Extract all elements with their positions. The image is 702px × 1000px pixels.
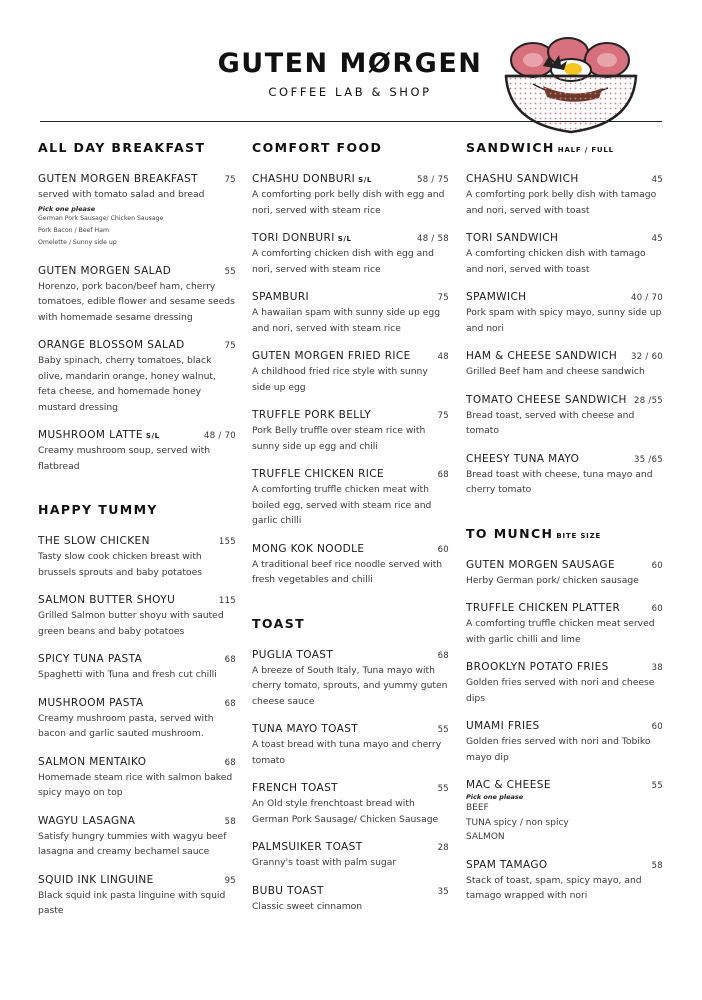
item-description: Pork Belly truffle over steam rice with sunny side up egg and chili: [252, 425, 426, 452]
section-subtitle: HALF / FULL: [557, 146, 614, 154]
item-description: Baby spinach, cherry tomatoes, black olive, mandarin orange, honey walnut, feta cheese, and homemade honey mustard dressing: [38, 355, 216, 413]
menu-item: [466, 661, 663, 706]
item-description: A toast bread with tuna mayo and cherry tomato: [252, 739, 442, 766]
item-description: Creamy mushroom soup, served with flatbread: [38, 445, 211, 472]
item-name: BROOKLYN POTATO FRIES: [466, 661, 609, 673]
item-description: Grilled Salmon butter shoyu with sauted green beans and baby potatoes: [38, 610, 224, 637]
item-description: Classic sweet cinnamon: [252, 900, 363, 912]
item-price: 60: [437, 544, 449, 555]
item-name: TOMATO CHEESE SANDWICH: [466, 393, 627, 406]
item-price: 155: [218, 537, 236, 547]
menu-header: [0, 0, 702, 125]
item-description: Pork spam with spicy mayo, sunny side up and nori: [466, 307, 662, 334]
item-price: 28 /55: [634, 395, 663, 406]
brand: [200, 48, 500, 99]
item-description: Granny's toast with palm sugar: [252, 857, 397, 868]
item-description: A comforting pork belly dish with tamago and nori, served with toast: [466, 189, 657, 216]
section-sandwich: [466, 140, 663, 498]
item-description: A comforting truffle chicken meat served with garlic chilli and lime: [466, 618, 655, 645]
item-name: GUTEN MORGEN FRIED RICE: [252, 350, 411, 362]
item-name: SPAMBURI: [252, 291, 310, 303]
item-price: 48: [437, 352, 449, 362]
item-price: 55: [437, 784, 449, 794]
menu-column-1: [38, 138, 236, 919]
item-price: 35: [437, 886, 449, 897]
item-name: GUTEN MORGEN SALAD: [38, 264, 172, 277]
item-name: MUSHROOM LATTE S/L: [38, 429, 160, 441]
pick-note: Pick one please: [38, 204, 96, 213]
item-name: UMAMI FRIES: [466, 720, 540, 732]
item-description: Spaghetti with Tuna and fresh cut chilli: [38, 669, 217, 680]
menu-item: [38, 653, 236, 683]
brand-subtitle: COFFEE LAB & SHOP: [268, 85, 432, 99]
item-description: Golden fries served with nori and Tobiko mayo dip: [466, 736, 651, 763]
item-name: SQUID INK LINGUINE: [38, 873, 154, 886]
section-title: HAPPY TUMMY: [38, 502, 158, 517]
item-name: MUSHROOM PASTA: [38, 696, 144, 709]
item-description: A hawaiian spam with sunny side up egg and nori, served with steam rice: [252, 307, 441, 334]
menu-item: [38, 594, 236, 639]
item-name: CHASHU SANDWICH: [466, 173, 579, 185]
section-happy-tummy: [38, 502, 236, 919]
item-name: TORI SANDWICH: [466, 232, 559, 244]
item-price: 48 / 58: [417, 234, 449, 244]
menu-item: [466, 350, 663, 380]
item-name: TUNA MAYO TOAST: [252, 723, 359, 735]
item-name: SPAMWICH: [466, 291, 527, 303]
section-toast: [252, 616, 449, 915]
menu-item: [38, 339, 236, 415]
menu-item: [466, 232, 663, 277]
menu-item: [466, 859, 663, 904]
menu-item: [252, 409, 449, 454]
item-name: TORI DONBURI S/L: [252, 232, 352, 244]
item-description: A traditional beef rice noodle served with fresh vegetables and chilli: [252, 558, 443, 585]
item-price: 75: [437, 293, 449, 303]
item-price: 75: [437, 411, 449, 421]
item-name: MAC & CHEESE: [466, 779, 551, 791]
item-description: Satisfy hungry tummies with wagyu beef lasagna and creamy bechamel sauce: [38, 830, 227, 857]
item-description: Homemade steam rice with salmon baked spicy mayo on top: [38, 771, 233, 798]
item-price: 58 / 75: [417, 175, 449, 185]
section-all-day-breakfast: [38, 140, 236, 474]
menu-item: [466, 453, 663, 498]
item-name: FRENCH TOAST: [252, 782, 338, 794]
item-price: 68: [224, 757, 236, 768]
item-name: PALMSUIKER TOAST: [252, 841, 363, 853]
item-price: 58: [224, 816, 236, 827]
option: BEEF: [466, 803, 489, 813]
menu-item: [252, 885, 449, 915]
header-divider: [40, 121, 662, 122]
item-description: A breeze of South Italy, Tuna mayo with cherry tomato, sprouts, and yummy guten cheese sauce: [252, 664, 448, 707]
option: TUNA spicy / non spicy: [466, 817, 569, 828]
option: Omelette / Sunny side up: [38, 238, 117, 246]
item-price: 32 / 60: [631, 352, 663, 362]
menu-item: [38, 429, 236, 474]
menu-item: [38, 535, 236, 580]
menu-item: [466, 291, 663, 336]
item-description: Horenzo, pork bacon/beef ham, cherry tomatoes, edible flower and sesame seeds with homemade sesame dressing: [38, 280, 235, 323]
item-description: A comforting truffle chicken meat with boiled egg, served with steam rice and garlic chilli: [252, 484, 432, 526]
section-to-munch: [466, 526, 663, 904]
item-description: A comforting chicken dish with egg and nori, served with steam rice: [252, 248, 434, 275]
item-price: 68: [437, 650, 449, 661]
menu-item: [38, 173, 236, 249]
menu-item: [252, 649, 449, 710]
menu-item: [252, 841, 449, 871]
section-title: SANDWICH HALF / FULL: [466, 140, 614, 155]
item-name: PUGLIA TOAST: [252, 648, 334, 661]
size-tag: S/L: [337, 235, 352, 243]
item-price: 95: [224, 875, 236, 886]
item-price: 60: [651, 604, 663, 614]
item-price: 35 /65: [634, 454, 663, 465]
menu-item: [466, 559, 663, 589]
item-price: 68: [224, 698, 236, 709]
item-description: Black squid ink pasta linguine with squid paste: [38, 889, 226, 916]
item-name: CHEESY TUNA MAYO: [466, 452, 580, 465]
menu-item: [252, 782, 449, 827]
menu-item: [38, 265, 236, 326]
section-title: ALL DAY BREAKFAST: [38, 140, 206, 155]
item-name: SALMON BUTTER SHOYU: [38, 594, 176, 606]
menu-item: [466, 173, 663, 218]
item-description: Creamy mushroom pasta, served with bacon and garlic sauted mushroom.: [38, 712, 214, 739]
item-description: A comforting pork belly dish with egg and nori, served with steam rice: [252, 189, 445, 216]
menu-item: [466, 602, 663, 647]
item-description: Bread toast with cheese, tuna mayo and cherry tomato: [466, 468, 653, 495]
menu-item: [466, 394, 663, 439]
item-price: 68: [224, 655, 236, 665]
item-description: Golden fries served with nori and cheese dips: [466, 677, 655, 704]
menu-item: [466, 779, 663, 845]
item-description: Stack of toast, spam, spicy mayo, and tamago wrapped with nori: [466, 874, 642, 901]
menu-item: [252, 723, 449, 768]
menu-item: [252, 291, 449, 336]
menu-item: [38, 756, 236, 801]
menu-item: [252, 543, 449, 588]
item-description: A childhood fried rice style with sunny side up egg: [252, 366, 428, 393]
item-price: 40 / 70: [631, 293, 663, 303]
option: SALMON: [466, 832, 505, 842]
item-description: Herby German pork/ chicken sausage: [466, 574, 639, 586]
item-price: 55: [651, 781, 663, 791]
item-description: Grilled Beef ham and cheese sandwich: [466, 366, 645, 377]
menu-item: [38, 815, 236, 860]
menu-item: [466, 720, 663, 765]
item-price: 115: [218, 596, 236, 606]
item-price: 48 / 70: [204, 431, 236, 441]
item-name: SPICY TUNA PASTA: [38, 653, 143, 665]
section-title: TOAST: [252, 615, 306, 631]
item-description: An Old style frenchtoast bread with German Pork Sausage/ Chicken Sausage: [252, 798, 439, 825]
section-title: COMFORT FOOD: [252, 140, 383, 155]
item-description: served with tomato salad and bread: [38, 189, 205, 200]
option: Pork Bacon / Beef Ham: [38, 226, 110, 234]
item-price: 55: [437, 725, 449, 735]
menu-column-3: [466, 138, 663, 904]
section-subtitle: BITE SIZE: [556, 531, 602, 540]
item-description: Tasty slow cook chicken breast with brussels sprouts and baby potatoes: [38, 551, 203, 578]
item-description: A comforting chicken dish with tamago and nori, served with toast: [466, 248, 646, 275]
item-description: Bread toast, served with cheese and tomato: [466, 409, 635, 436]
item-name: SPAM TAMAGO: [466, 858, 548, 871]
item-name: BUBU TOAST: [252, 884, 324, 897]
item-name: TRUFFLE PORK BELLY: [252, 409, 372, 421]
item-name: CHASHU DONBURI S/L: [252, 173, 372, 185]
size-tag: S/L: [145, 432, 160, 440]
option: German Pork Sausage/ Chicken Sausage: [38, 214, 164, 222]
item-price: 60: [651, 722, 663, 732]
item-name: WAGYU LASAGNA: [38, 814, 136, 827]
menu-item: [38, 874, 236, 919]
item-name: TRUFFLE CHICKEN PLATTER: [466, 602, 621, 614]
item-name: HAM & CHEESE SANDWICH: [466, 350, 618, 362]
menu-item: [252, 232, 449, 277]
item-name: TRUFFLE CHICKEN RICE: [252, 468, 385, 480]
pick-note: Pick one please: [466, 793, 524, 801]
menu-item: [252, 350, 449, 395]
item-price: 58: [651, 860, 663, 871]
item-price: 60: [651, 560, 663, 571]
size-tag: S/L: [358, 176, 372, 184]
item-price: 75: [224, 341, 236, 351]
item-price: 28: [437, 843, 449, 853]
menu-column-2: [252, 138, 449, 914]
section-comfort-food: [252, 140, 449, 588]
item-price: 45: [651, 175, 663, 185]
item-price: 68: [437, 470, 449, 480]
item-price: 45: [651, 234, 663, 244]
item-name: MONG KOK NOODLE: [252, 542, 365, 555]
item-price: 55: [224, 266, 236, 277]
brand-title: GUTEN MØRGEN: [217, 48, 483, 79]
menu-item: [38, 697, 236, 742]
menu-item: [252, 468, 449, 529]
item-name: THE SLOW CHICKEN: [38, 535, 150, 547]
item-name: SALMON MENTAIKO: [38, 755, 147, 768]
item-price: 75: [224, 175, 236, 185]
item-name: GUTEN MORGEN SAUSAGE: [466, 558, 616, 571]
menu-item: [252, 173, 449, 218]
item-price: 38: [651, 663, 663, 673]
item-name: ORANGE BLOSSOM SALAD: [38, 339, 185, 351]
section-title: TO MUNCH BITE SIZE: [466, 525, 602, 541]
item-name: GUTEN MORGEN BREAKFAST: [38, 173, 198, 185]
